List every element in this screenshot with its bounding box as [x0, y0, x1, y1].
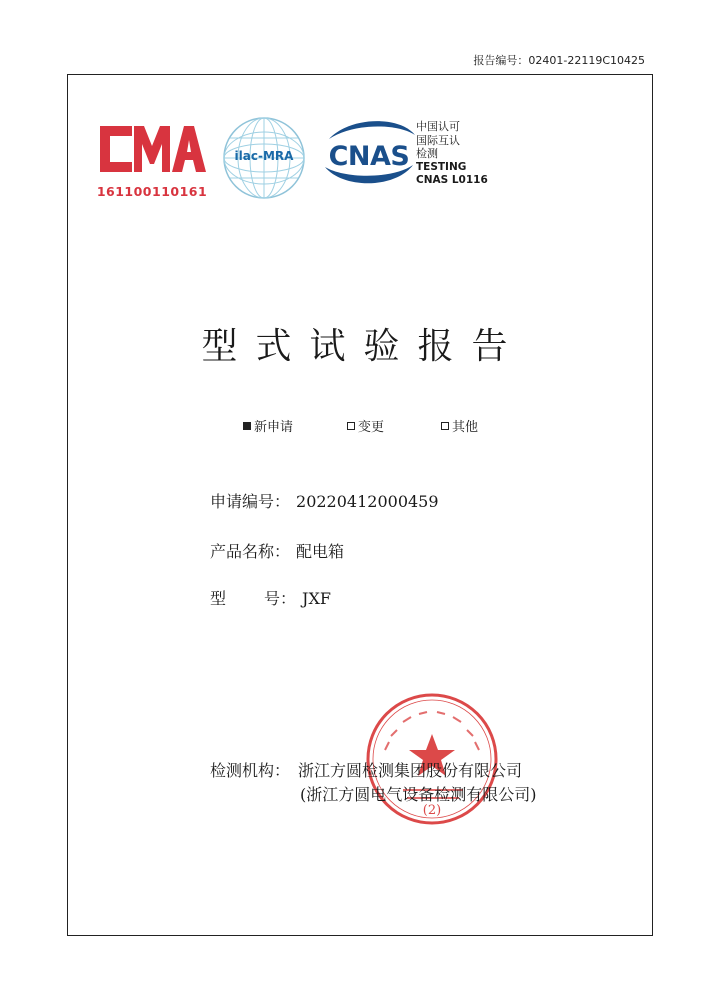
checked-box-icon	[243, 422, 251, 430]
cnas-wordmark: CNAS	[328, 141, 410, 172]
cnas-logo	[319, 117, 419, 187]
institution-name: 浙江方圆检测集团股份有限公司	[298, 761, 523, 780]
cnas-en-line: TESTING	[416, 160, 467, 173]
checkbox-change	[347, 416, 384, 435]
cma-code: 161100110161	[96, 184, 208, 199]
checkbox-label: 变更	[358, 420, 385, 435]
field-label: 型	[210, 589, 227, 608]
application-number-field	[210, 489, 439, 512]
checkbox-label: 新申请	[254, 420, 294, 435]
ilac-mra-text: ilac-MRA	[234, 149, 294, 163]
ilac-mra-logo	[222, 116, 306, 200]
field-value: 20220412000459	[296, 492, 439, 511]
product-name-field	[210, 539, 344, 562]
cnas-accreditation-text	[416, 120, 488, 188]
unchecked-box-icon	[441, 422, 449, 430]
cnas-en-line: CNAS L0116	[416, 174, 488, 186]
cnas-cn-line: 国际互认	[416, 133, 460, 147]
checkbox-label: 其他	[452, 420, 479, 435]
cnas-cn-line: 检测	[416, 147, 438, 160]
model-field	[210, 586, 331, 609]
svg-text:(2): (2)	[422, 803, 442, 818]
cma-mark-icon	[96, 118, 208, 180]
checkbox-new-application	[243, 416, 293, 435]
field-value: JXF	[302, 589, 331, 608]
institution-sub-name: (浙江方圆电气设备检测有限公司)	[300, 785, 537, 804]
unchecked-box-icon	[347, 422, 355, 430]
field-label: 申请编号：	[210, 492, 291, 511]
document-title: 型式试验报告	[201, 326, 526, 367]
testing-institution	[210, 758, 522, 781]
report-number: 报告编号：02401-22119C10425	[473, 54, 645, 67]
field-value: 配电箱	[296, 542, 345, 561]
field-label: 产品名称：	[210, 542, 291, 561]
institution-label: 检测机构：	[210, 761, 291, 780]
cma-logo	[96, 118, 208, 200]
cnas-cn-line: 中国认可	[416, 120, 460, 133]
field-label: 号：	[264, 589, 297, 608]
checkbox-other	[441, 416, 478, 435]
